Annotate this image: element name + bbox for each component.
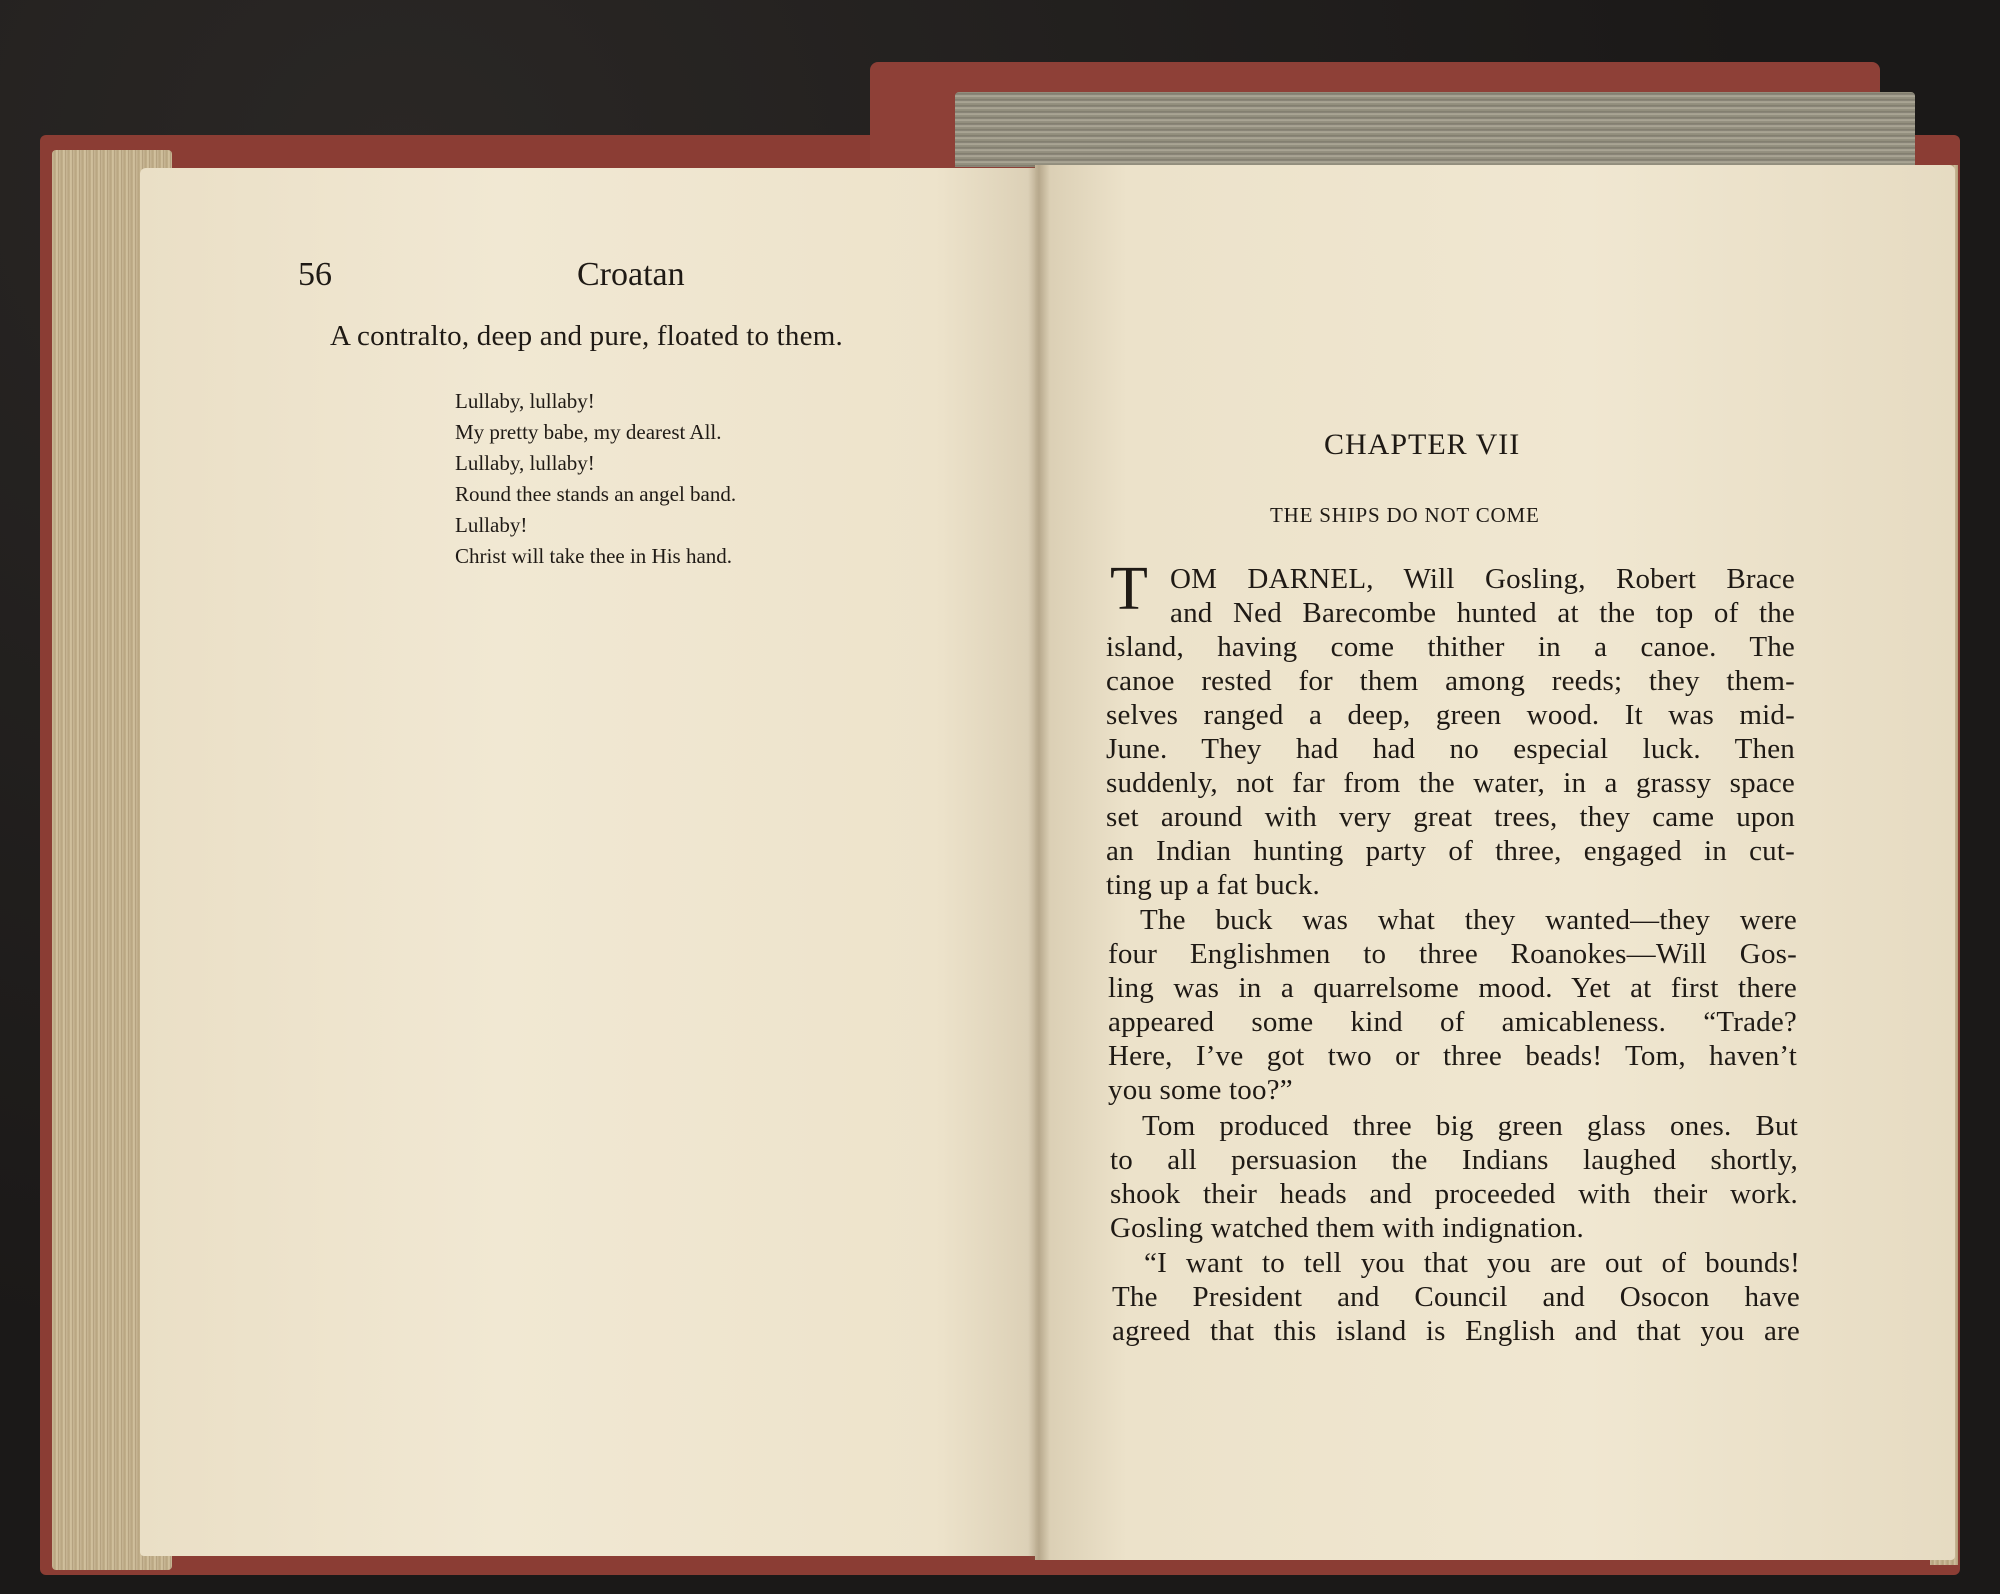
paragraph-line: Here, I’ve got two or three beads! Tom, haven’t [1108, 1040, 1797, 1072]
paragraph-line: June. They had had no especial luck. Then [1106, 733, 1795, 765]
paragraph-line: OM DARNEL, Will Gosling, Robert Brace [1170, 563, 1795, 595]
intro-line: A contralto, deep and pure, floated to them. [330, 320, 843, 352]
paragraph-line: and Ned Barecombe hunted at the top of the [1170, 597, 1795, 629]
chapter-title: CHAPTER VII [1324, 428, 1521, 461]
verse-line: Christ will take thee in His hand. [455, 544, 733, 568]
paragraph-line: ting up a fat buck. [1106, 869, 1320, 901]
chapter-subtitle: THE SHIPS DO NOT COME [1270, 503, 1540, 527]
paragraph-line: The buck was what they wanted—they were [1140, 904, 1797, 936]
paragraph-line: agreed that this island is English and that you are [1112, 1315, 1800, 1347]
paragraph-line: Tom produced three big green glass ones. But [1142, 1110, 1798, 1142]
paragraph-line: ling was in a quarrelsome mood. Yet at first there [1108, 972, 1797, 1004]
verse-line: Lullaby! [455, 513, 528, 537]
paragraph-line: to all persuasion the Indians laughed shortly, [1110, 1144, 1798, 1176]
paragraph-line: Gosling watched them with indignation. [1110, 1212, 1584, 1244]
paragraph-line: four Englishmen to three Roanokes—Will Gos- [1108, 938, 1797, 970]
paragraph-line: island, having come thither in a canoe. The [1106, 631, 1795, 663]
verse-line: Lullaby, lullaby! [455, 451, 595, 475]
paragraph-line: “I want to tell you that you are out of bounds! [1144, 1247, 1800, 1279]
verse-line: Lullaby, lullaby! [455, 389, 595, 413]
verse-line: My pretty babe, my dearest All. [455, 420, 722, 444]
paragraph-line: you some too?” [1108, 1074, 1293, 1106]
left-page [140, 168, 1045, 1556]
paragraph-line: canoe rested for them among reeds; they them- [1106, 665, 1795, 697]
paragraph-line: The President and Council and Osocon have [1112, 1281, 1800, 1313]
paragraph-line: selves ranged a deep, green wood. It was mid- [1106, 699, 1795, 731]
paragraph-line: an Indian hunting party of three, engaged in cut- [1106, 835, 1795, 867]
paragraph-line: shook their heads and proceeded with their work. [1110, 1178, 1798, 1210]
verse-line: Round thee stands an angel band. [455, 482, 737, 506]
page-number: 56 [298, 256, 332, 293]
page-block-top-edge [955, 92, 1915, 167]
book-gutter [1028, 165, 1050, 1560]
paragraph-line: set around with very great trees, they came upon [1106, 801, 1795, 833]
paragraph-line: appeared some kind of amicableness. “Trade? [1108, 1006, 1797, 1038]
drop-cap: T [1110, 555, 1148, 623]
paragraph-line: suddenly, not far from the water, in a grassy space [1106, 767, 1795, 799]
running-head: Croatan [577, 256, 685, 293]
